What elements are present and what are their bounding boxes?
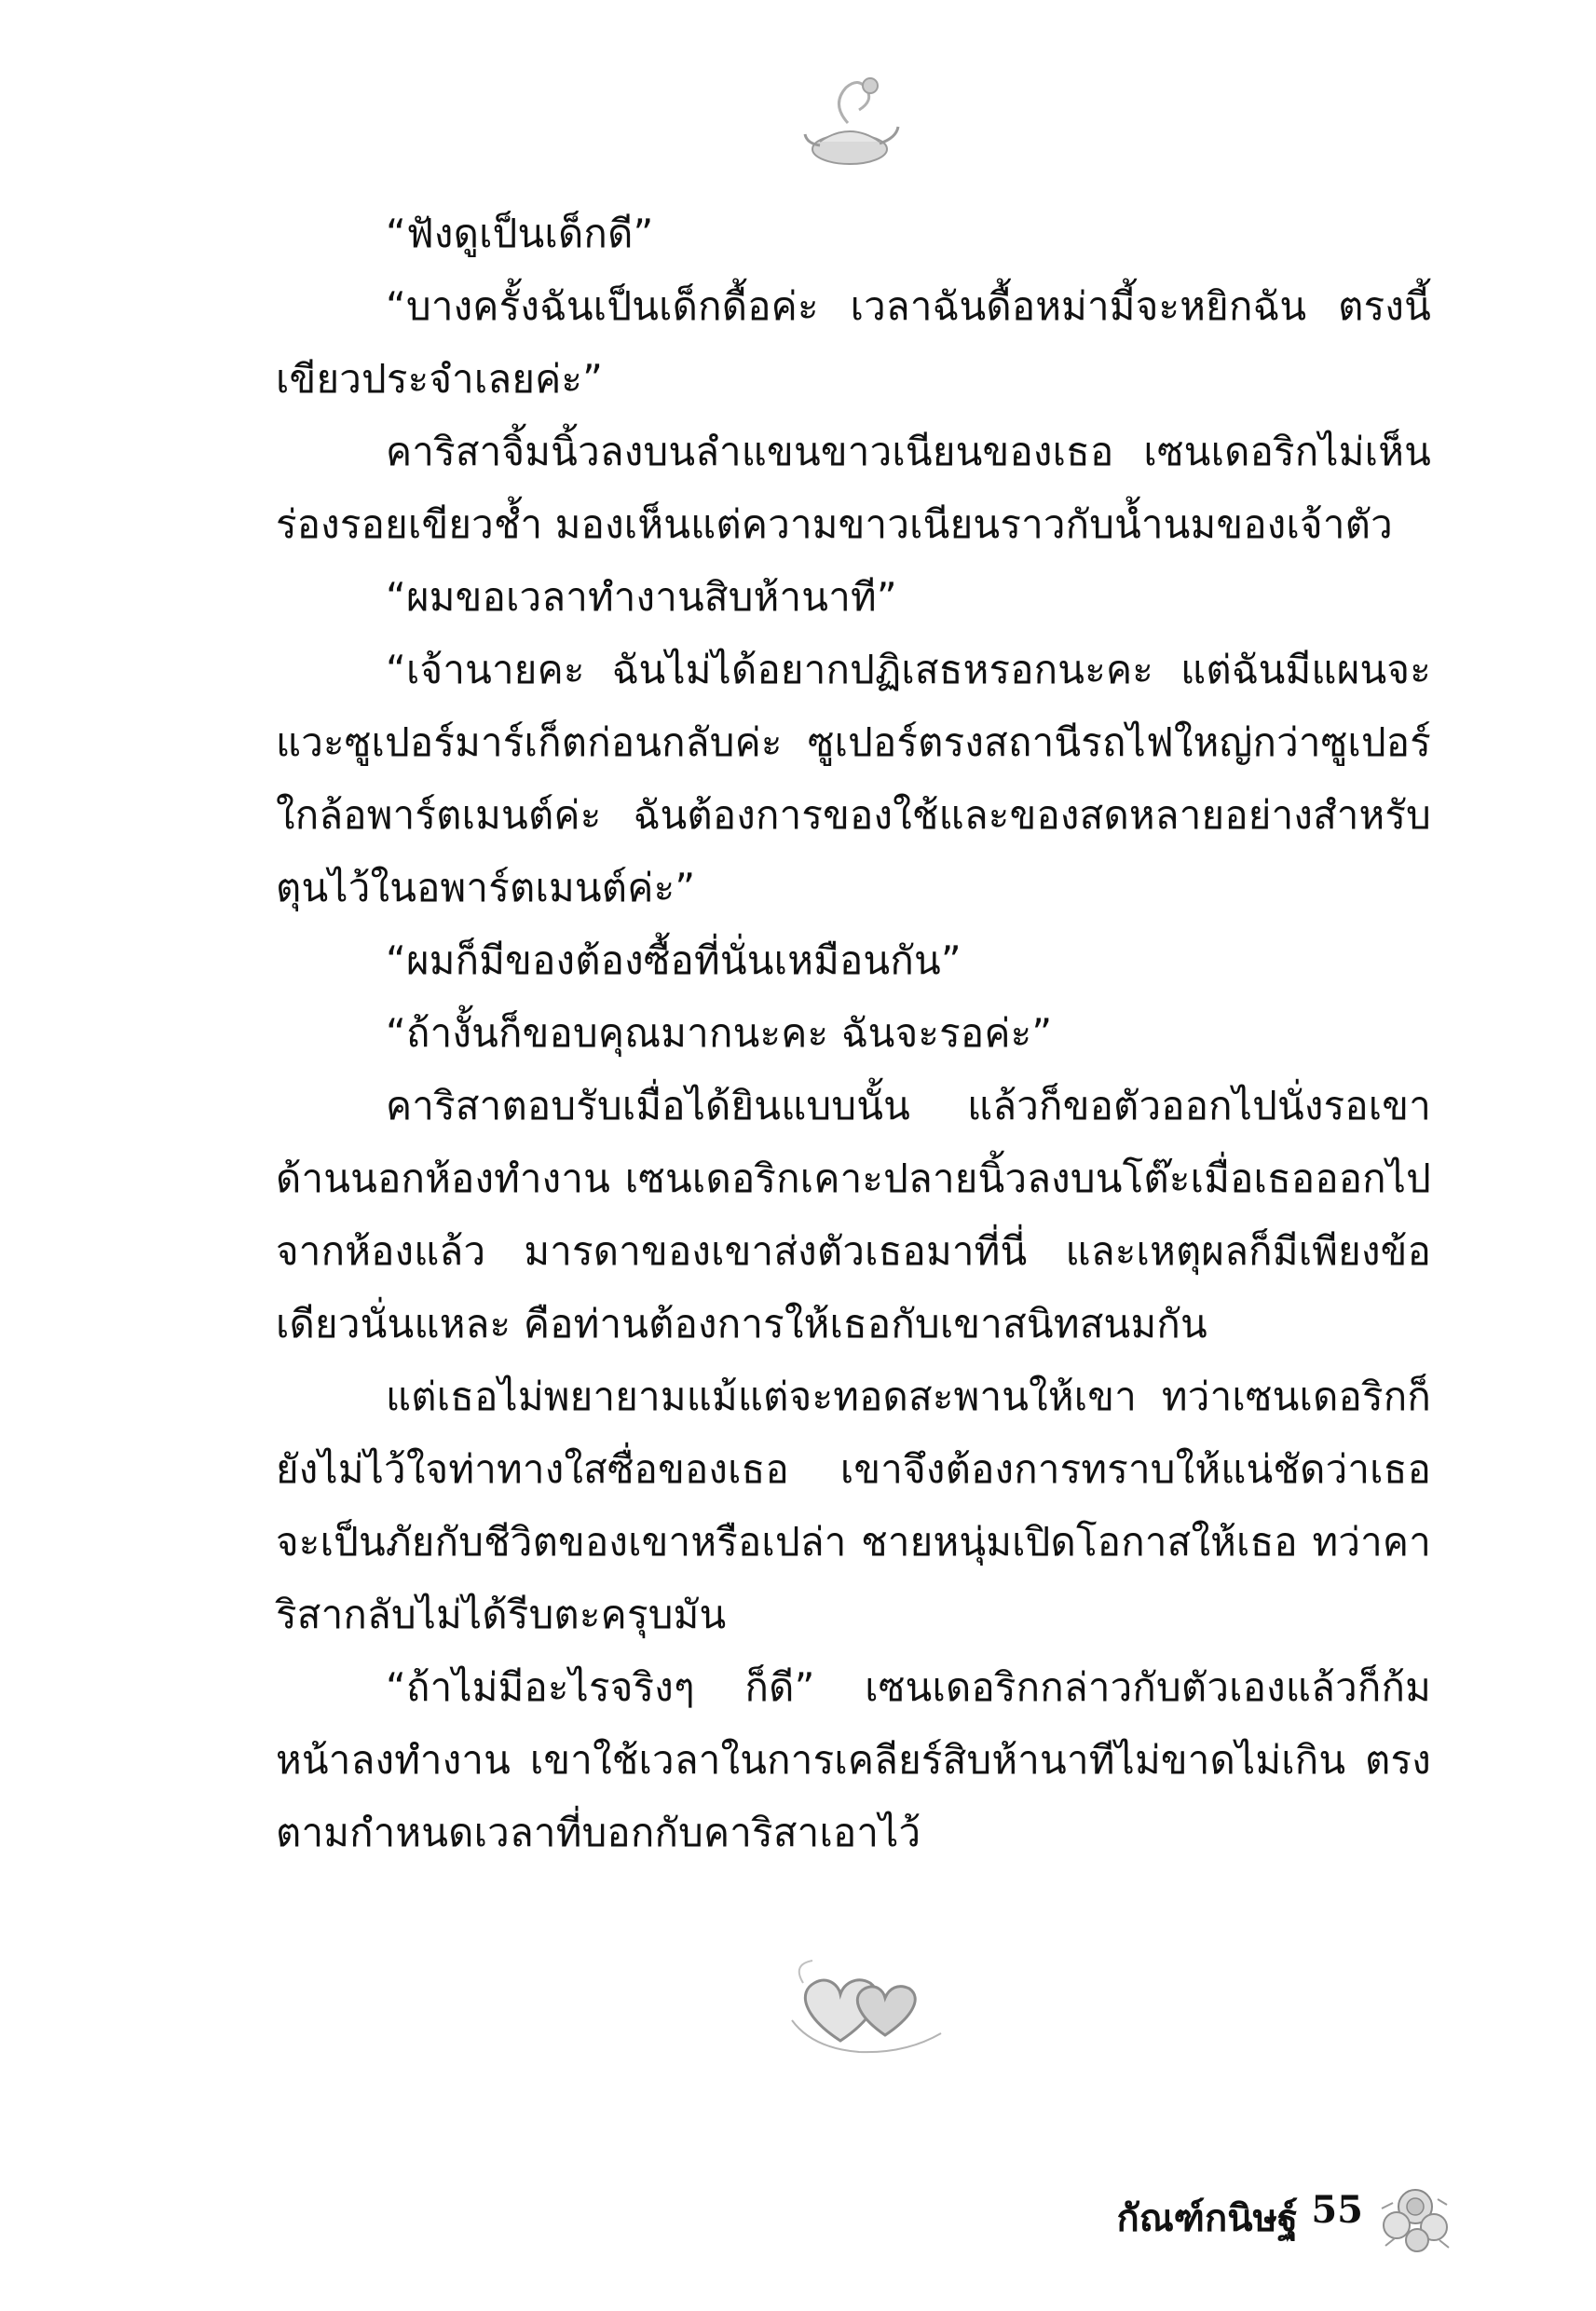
paragraph: คาริสาตอบรับเมื่อได้ยินแบบนั้น แล้วก็ขอตัวออกไปนั่งรอเขาด้านนอกห้องทำงาน เซนเดอริกเคาะปลายนิ้วลงบนโต๊ะเมื่อเธอออกไปจากห้องแล้ว มารดาของเขาส่งตัวเธอมาที่นี่ และเหตุผลก็มีเพียงข้อเดียวนั่นแหละ คือท่านต้องการให้เธอกับเขาสนิทสนมกัน [276,1083,1431,1347]
paragraph: “ฟังดูเป็นเด็กดี” [386,211,654,256]
book-title: กัณฑ์กนิษฐ์ [1116,2196,1298,2240]
paragraph: คาริสาจิ้มนิ้วลงบนลำแขนขาวเนียนของเธอ เซนเดอริกไม่เห็นร่องรอยเขียวช้ำ มองเห็นแต่ความขาวเนียนราวกับน้ำนมของเจ้าตัว [276,429,1431,547]
hearts-ornament-icon [784,1955,948,2058]
paragraph: แต่เธอไม่พยายามแม้แต่จะทอดสะพานให้เขา ทว่าเซนเดอริกก็ยังไม่ไว้ใจท่าทางใสซื่อของเธอ เขาจึงต้องการทราบให้แน่ชัดว่าเธอจะเป็นภัยกับชีวิตของเขาหรือเปล่า ชายหนุ่มเปิดโอกาสให้เธอ ทว่าคาริสากลับไม่ได้รีบตะครุบมัน [276,1374,1431,1637]
page-number: 55 [1311,2188,1363,2232]
paragraph: “ผมก็มีของต้องซื้อที่นั่นเหมือนกัน” [386,937,962,983]
paragraph: “ถ้าไม่มีอะไรจริงๆ ก็ดี” เซนเดอริกกล่าวกับตัวเองแล้วก็ก้มหน้าลงทำงาน เขาใช้เวลาในการเคลียร์สิบห้านาทีไม่ขาดไม่เกิน ตรงตามกำหนดเวลาที่บอกกับคาริสาเอาไว้ [276,1664,1431,1855]
teapot-ornament-icon [794,67,906,179]
paragraph: “บางครั้งฉันเป็นเด็กดื้อค่ะ เวลาฉันดื้อหม่ามี้จะหยิกฉัน ตรงนี้เขียวประจำเลยค่ะ” [276,283,1431,402]
paragraph: “ผมขอเวลาทำงานสิบห้านาที” [386,574,897,620]
paragraph: “ถ้างั้นก็ขอบคุณมากนะคะ ฉันจะรอค่ะ” [386,1010,1053,1056]
rose-bouquet-icon [1372,2171,1458,2257]
page-footer [0,2171,1596,2264]
body-text [276,198,1431,1869]
paragraph: “เจ้านายคะ ฉันไม่ได้อยากปฏิเสธหรอกนะคะ แต่ฉันมีแผนจะแวะซูเปอร์มาร์เก็ตก่อนกลับค่ะ ซูเปอร์ตรงสถานีรถไฟใหญ่กว่าซูเปอร์ใกล้อพาร์ตเมนต์ค่ะ ฉันต้องการของใช้และของสดหลายอย่างสำหรับตุนไว้ในอพาร์ตเมนต์ค่ะ” [276,647,1431,910]
